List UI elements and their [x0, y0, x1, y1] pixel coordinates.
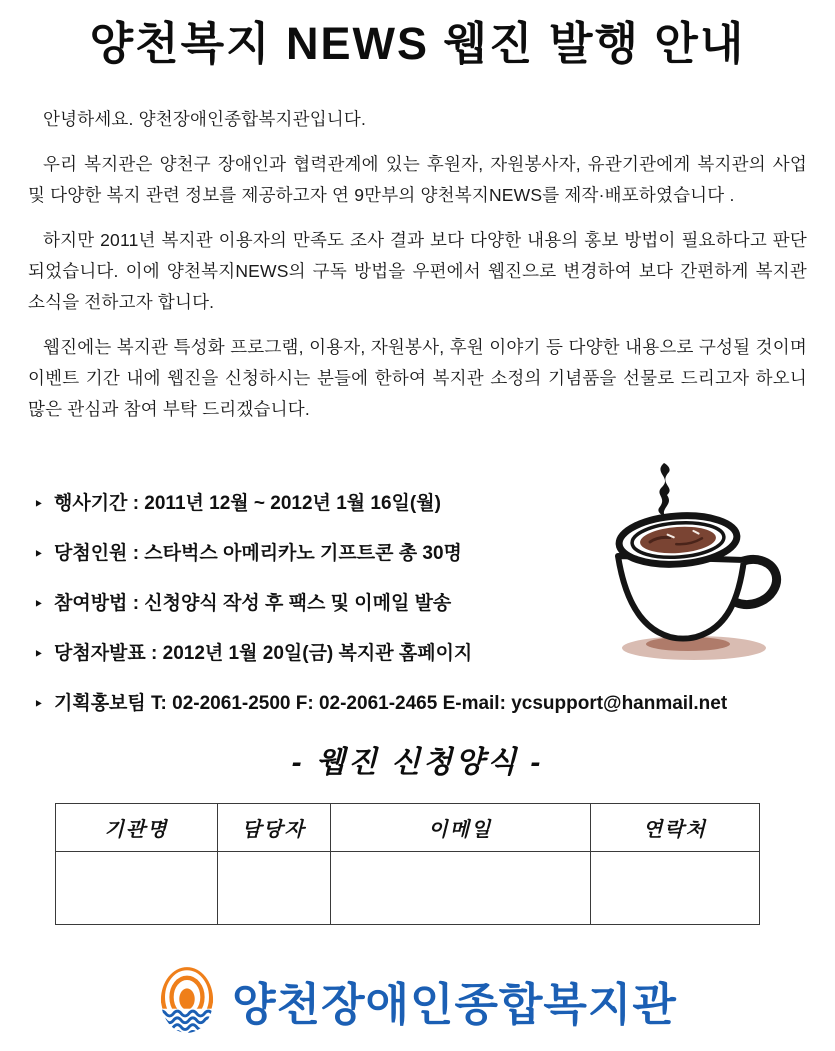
- cell-phone: [591, 852, 760, 925]
- footer: [0, 965, 835, 1035]
- organization-name: 양천장애인종합복지관: [232, 978, 677, 1030]
- page-title: 양천복지 NEWS 웹진 발행 안내: [89, 18, 746, 69]
- paragraph-greeting: 안녕하세요. 양천장애인종합복지관입니다.: [43, 109, 367, 129]
- triangle-bullet-icon: ‣: [34, 546, 43, 563]
- signup-form-heading: - 웹진 신청양식 -: [291, 746, 544, 779]
- list-item-label: 행사기간 : 2011년 12월 ~ 2012년 1월 16일(월): [54, 493, 441, 514]
- list-item-label: 당첨자발표 : 2012년 1월 20일(금) 복지관 홈페이지: [54, 643, 473, 664]
- list-item-label: 참여방법 : 신청양식 작성 후 팩스 및 이메일 발송: [54, 593, 452, 614]
- list-item-label: 당첨인원 : 스타벅스 아메리카노 기프트콘 총 30명: [54, 543, 462, 564]
- organization-logo-icon: [158, 965, 216, 1035]
- cell-contact-person: [217, 852, 330, 925]
- signup-form-table: [55, 803, 760, 925]
- table-header-row: [56, 804, 760, 852]
- column-header-email: 이메일: [330, 804, 590, 852]
- triangle-bullet-icon: ‣: [34, 596, 43, 613]
- body-text: [28, 104, 807, 425]
- cell-organization: [56, 852, 218, 925]
- paragraph-change-notice: 하지만 2011년 복지관 이용자의 만족도 조사 결과 보다 다양한 내용의 홍보 방법이 필요하다고 판단되었습니다. 이에 양천복지NEWS의 구독 방법을 우편에서 웹진으로 변경하여 보다 간편하게 복지관 소식을 전하고자 합니다.: [28, 230, 807, 312]
- table-row: [56, 852, 760, 925]
- column-header-phone: 연락처: [591, 804, 760, 852]
- cell-email: [330, 852, 590, 925]
- column-header-organization: 기관명: [56, 804, 218, 852]
- triangle-bullet-icon: ‣: [34, 496, 43, 513]
- list-item-label: 기획홍보팀 T: 02-2061-2500 F: 02-2061-2465 E-mail: ycsupport@hanmail.net: [54, 693, 728, 714]
- coffee-cup-icon: [598, 460, 796, 665]
- paragraph-event-info: 웹진에는 복지관 특성화 프로그램, 이용자, 자원봉사, 후원 이야기 등 다양한 내용으로 구성될 것이며 이벤트 기간 내에 웹진을 신청하시는 분들에 한하여 복지관 소정의 기념품을 선물로 드리고자 하오니 많은 관심과 참여 부탁 드리겠습니다.: [28, 337, 807, 419]
- column-header-contact-person: 담당자: [217, 804, 330, 852]
- triangle-bullet-icon: ‣: [34, 646, 43, 663]
- paragraph-intro: 우리 복지관은 양천구 장애인과 협력관계에 있는 후원자, 자원봉사자, 유관기관에게 복지관의 사업 및 다양한 복지 관련 정보를 제공하고자 연 9만부의 양천복지NEWS를 제작·배포하였습니다 .: [28, 154, 807, 205]
- list-item-contact: [34, 693, 835, 715]
- triangle-bullet-icon: ‣: [34, 696, 43, 713]
